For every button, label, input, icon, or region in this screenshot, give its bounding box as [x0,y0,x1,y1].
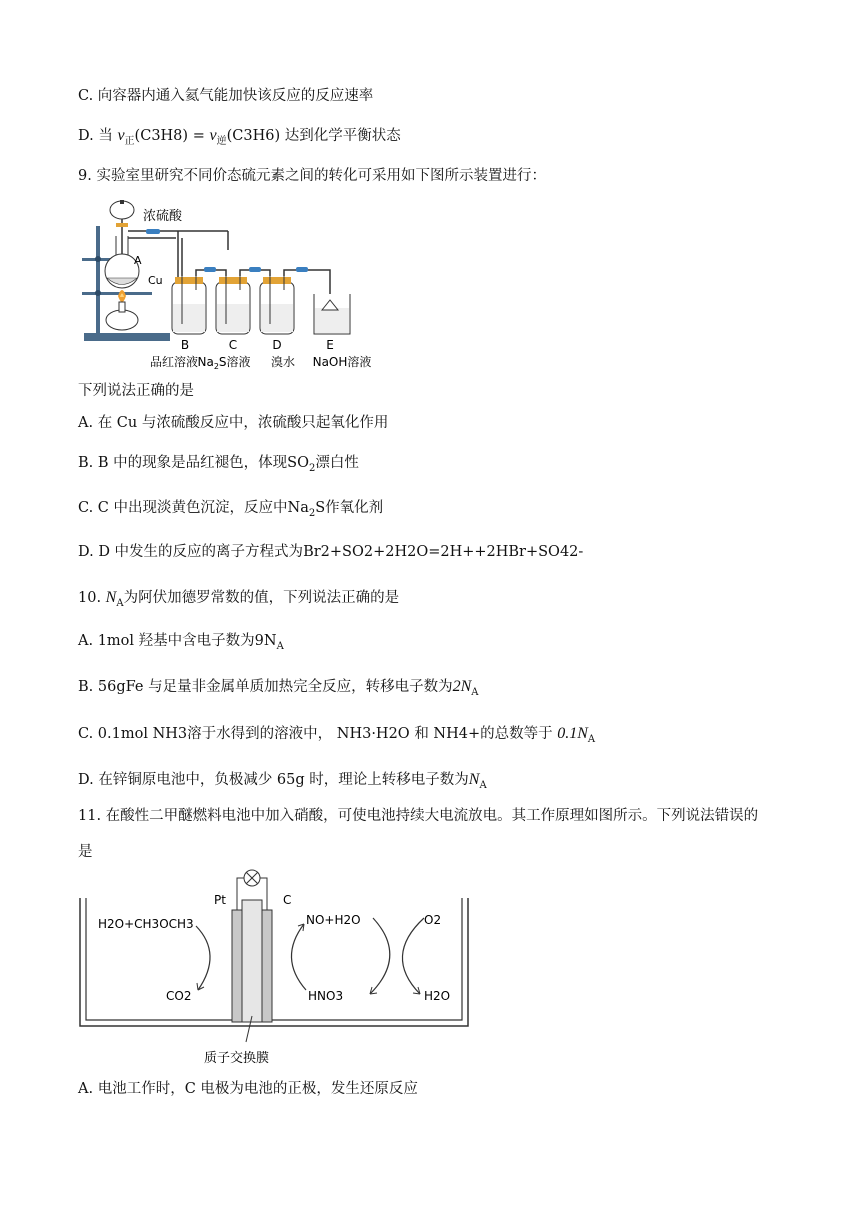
label-co2: CO2 [166,989,192,1003]
label-hno3: HNO3 [308,989,344,1003]
pt-electrode [232,910,242,1022]
svg-text:B: B [180,338,190,352]
label-naoh: NaOH溶液 [312,355,372,369]
ionic-equation: Br2+SO2+2H2O=2H++2HBr+SO42- [303,544,584,560]
q9-option-a: A. 在 Cu 与浓硫酸反应中，浓硫酸只起氧化作用 [78,415,389,431]
beaker-e [314,294,350,334]
q8-option-d: D. 当 $v_正(C3H8) = v_逆(C3H6)$ 达到化学平衡状态 [78,127,401,147]
label-left-in: H2O+CH3OCH3 [98,917,194,931]
q10-stem: 10. $N_A$为阿伏加德罗常数的值，下列说法正确的是 [78,589,400,609]
label-no-h2o: NO+H2O [306,913,361,927]
bottle-d [260,276,294,334]
q9-option-d: D. D 中发生的反应的离子方程式为Br2+SO2+2H2O=2H++2HBr+SO42- [78,544,584,560]
q10-option-c: C. 0.1mol NH3溶于水得到的溶液中， NH3·H2O 和 NH4+的总数等于 $0.1N_A$ [78,725,596,745]
q10-option-b: B. 56gFe 与足量非金属单质加热完全反应，转移电子数为$2N_A$ [78,678,479,698]
q9-option-b: B. B 中的现象是品红褪色，体现$SO_2$漂白性 [78,455,359,474]
label-membrane: 质子交换膜 [204,1051,270,1066]
c3h8-formula: C3H8 [140,128,183,144]
label-o2: O2 [424,913,442,927]
q10-option-d: D. 在锌铜原电池中，负极减少 65g 时，理论上转移电子数为$N_A$ [78,771,487,791]
q11-option-a: A. 电池工作时，C 电极为电池的正极，发生还原反应 [78,1081,418,1097]
label-h2o: H2O [424,989,451,1003]
q9-ask: 下列说法正确的是 [78,383,194,399]
svg-text:A: A [134,254,142,267]
svg-text:Pt: Pt [214,893,226,907]
svg-text:C: C [228,338,238,352]
svg-text:Cu: Cu [148,274,163,287]
c3h6-formula: C3H6 [232,128,275,144]
stand-rod [96,226,100,336]
svg-text:C: C [283,893,292,907]
q11-stem-line1: 11. 在酸性二甲醚燃料电池中加入硝酸，可使电池持续大电流放电。其工作原理如图所示。下列说法错误的 [78,808,759,824]
q10-option-a: A. 1mol 羟基中含电子数为$9N_A$ [78,633,284,652]
svg-text:E: E [326,338,334,352]
q8-option-c: C. 向容器内通入氦气能加快该反应的反应速率 [78,88,374,104]
alcohol-lamp [106,310,138,330]
label-pinhong: 品红溶液 [149,355,199,369]
label-bromine: 溴水 [270,355,296,369]
label-acid: 浓硫酸 [143,209,183,224]
q11-stem-line2: 是 [78,844,93,860]
bottle-b [172,276,206,334]
svg-text:D: D [272,338,282,352]
q9-option-c: C. C 中出现淡黄色沉淀，反应中$Na_2S$作氧化剂 [78,500,384,519]
label-na2s: $Na_2S$溶液 [197,355,251,371]
sulfur-apparatus-figure [76,196,396,372]
proton-exchange-membrane [242,900,262,1022]
bottle-c [216,276,250,334]
c-electrode [262,910,272,1022]
q9-stem: 9. 实验室里研究不同价态硫元素之间的转化可采用如下图所示装置进行： [78,168,546,184]
fuel-cell-figure [78,866,478,1072]
